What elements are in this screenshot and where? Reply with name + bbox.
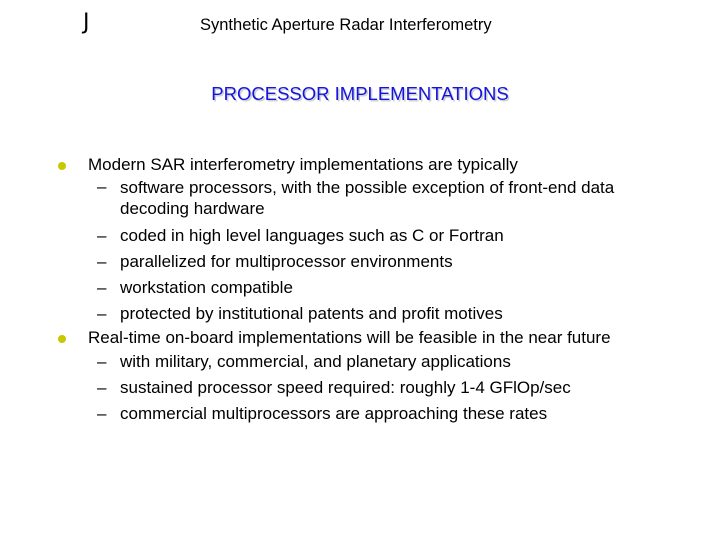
- dash-icon: –: [97, 252, 107, 271]
- bullet-dot-icon: [58, 162, 66, 170]
- sub-item: [0, 301, 660, 327]
- slide-title: PROCESSOR IMPLEMENTATIONS: [211, 83, 509, 104]
- dash-icon: –: [97, 177, 107, 196]
- sub-item-text: protected by institutional patents and profit motives: [120, 304, 503, 323]
- sub-item-text: software processors, with the possible exception of front-end data decoding hardware: [120, 178, 615, 218]
- bullet-item: [0, 327, 644, 349]
- sub-item: [0, 223, 660, 249]
- dash-icon: –: [97, 226, 107, 245]
- dash-icon: –: [97, 278, 107, 297]
- header-title: Synthetic Aperture Radar Interferometry: [200, 16, 492, 34]
- sub-item-text: workstation compatible: [120, 278, 293, 297]
- bullet-item: [0, 154, 644, 176]
- bullet-dot-icon: [58, 335, 66, 343]
- bullet-text: Modern SAR interferometry implementations are typically: [88, 155, 518, 174]
- dash-icon: –: [97, 378, 107, 397]
- sub-item: [0, 275, 660, 301]
- slide-content: [0, 154, 720, 427]
- sub-item: [0, 176, 660, 223]
- sub-item: [0, 375, 660, 401]
- dash-icon: –: [97, 304, 107, 323]
- sub-item-text: parallelized for multiprocessor environments: [120, 252, 453, 271]
- dash-icon: –: [97, 352, 107, 371]
- sub-item: [0, 401, 660, 427]
- header-mark: J: [83, 10, 90, 35]
- sub-item-text: with military, commercial, and planetary applications: [120, 352, 511, 371]
- sub-item-text: coded in high level languages such as C or Fortran: [120, 226, 504, 245]
- dash-icon: –: [97, 404, 107, 423]
- sub-item: [0, 349, 660, 375]
- sub-item-text: sustained processor speed required: roughly 1-4 GFlOp/sec: [120, 378, 571, 397]
- sub-item-text: commercial multiprocessors are approaching these rates: [120, 404, 548, 423]
- bullet-text: Real-time on-board implementations will be feasible in the near future: [88, 328, 611, 347]
- sub-item: [0, 249, 660, 275]
